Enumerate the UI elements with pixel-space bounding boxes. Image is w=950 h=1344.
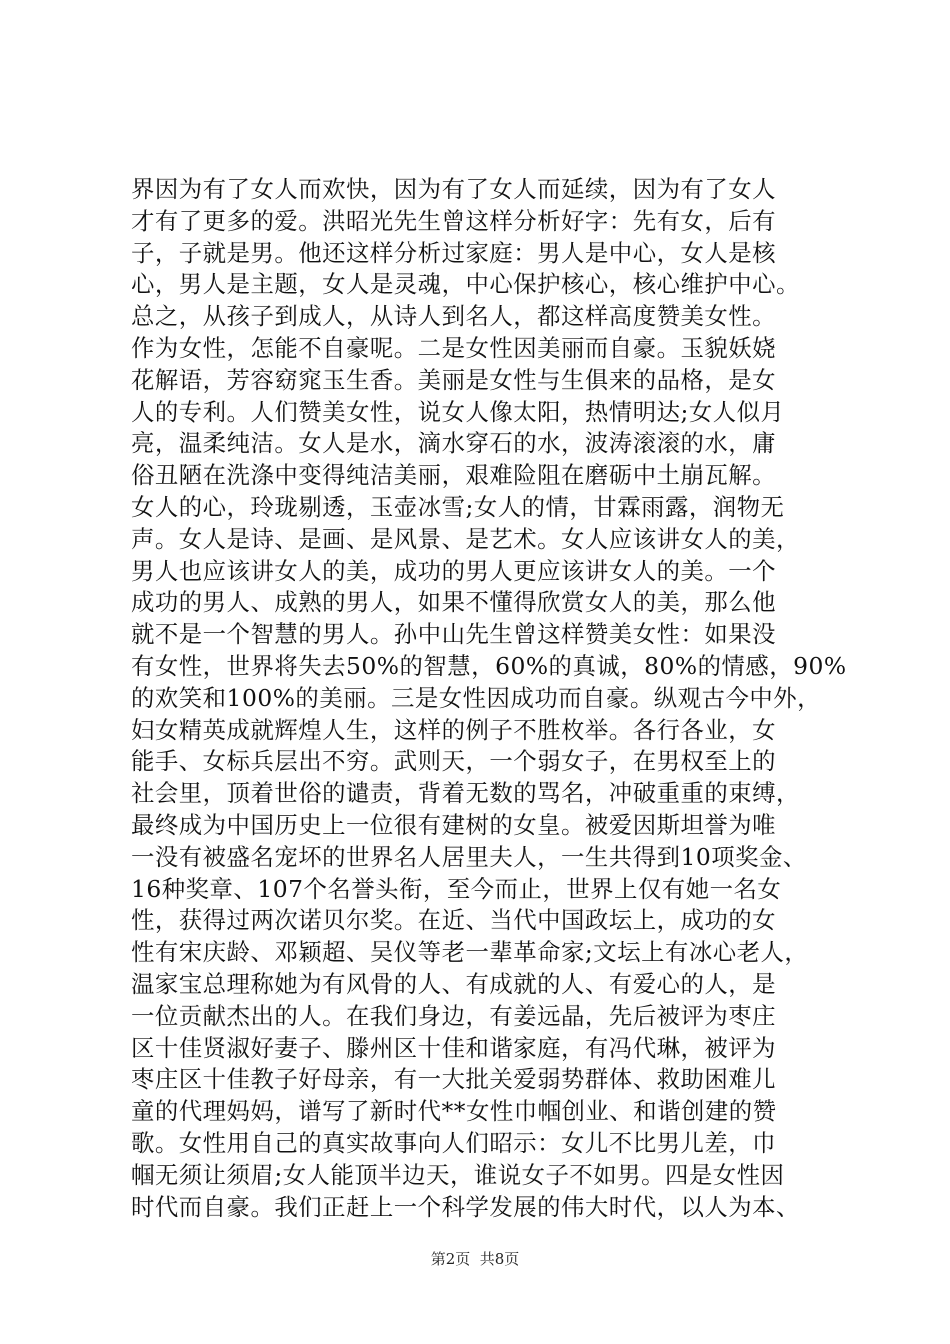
text-line: 社会里，顶着世俗的谴责，背着无数的骂名，冲破重重的束缚， [131,779,800,808]
text-line: 俗丑陋在洗涤中变得纯洁美丽，艰难险阻在磨砺中土崩瓦解。 [131,461,777,490]
text-line: 时代而自豪。我们正赶上一个科学发展的伟大时代，以人为本、 [131,1192,800,1221]
text-line: 歌。女性用自己的真实故事向人们昭示：女儿不比男儿差，巾 [131,1128,777,1157]
text-line: 亮，温柔纯洁。女人是水，滴水穿石的水，波涛滚滚的水，庸 [131,429,777,458]
text-line: 的欢笑和100%的美丽。三是女性因成功而自豪。纵观古今中外， [131,683,822,712]
text-line: 花解语，芳容窈窕玉生香。美丽是女性与生俱来的品格，是女 [131,365,777,394]
text-line: 温家宝总理称她为有风骨的人、有成就的人、有爱心的人，是 [131,969,777,998]
text-line: 16种奖章、107个名誉头衔，至今而止，世界上仅有她一名女 [131,874,782,903]
text-line: 就不是一个智慧的男人。孙中山先生曾这样赞美女性：如果没 [131,620,777,649]
text-line: 心，男人是主题，女人是灵魂，中心保护核心，核心维护中心。 [131,270,800,299]
text-line: 人的专利。人们赞美女性，说女人像太阳，热情明达;女人似月 [131,397,785,426]
text-line: 一没有被盛名宠坏的世界名人居里夫人，一生共得到10项奖金、 [131,842,807,871]
text-line: 女人的心，玲珑剔透，玉壶冰雪;女人的情，甘霖雨露，润物无 [131,492,785,521]
page-footer: 第2页 共8页 [430,1250,520,1268]
text-line: 有女性，世界将失去50%的智慧，60%的真诚，80%的情感，90% [131,651,847,680]
text-line: 作为女性，怎能不自豪呢。二是女性因美丽而自豪。玉貌妖娆 [131,333,777,362]
text-line: 总之，从孩子到成人，从诗人到名人，都这样高度赞美女性。 [131,302,777,331]
text-line: 男人也应该讲女人的美，成功的男人更应该讲女人的美。一个 [131,556,777,585]
text-line: 性，获得过两次诺贝尔奖。在近、当代中国政坛上，成功的女 [131,906,777,935]
text-line: 最终成为中国历史上一位很有建树的女皇。被爱因斯坦誉为唯 [131,810,777,839]
text-line: 界因为有了女人而欢快，因为有了女人而延续，因为有了女人 [131,175,777,203]
text-line: 妇女精英成就辉煌人生，这样的例子不胜枚举。各行各业，女 [131,715,777,744]
text-line: 声。女人是诗、是画、是风景、是艺术。女人应该讲女人的美， [131,524,800,553]
text-line: 才有了更多的爱。洪昭光先生曾这样分析好字：先有女，后有 [131,206,777,235]
text-line: 成功的男人、成熟的男人，如果不懂得欣赏女人的美，那么他 [131,588,777,617]
text-line: 帼无须让须眉;女人能顶半边天，谁说女子不如男。四是女性因 [131,1160,785,1189]
text-line: 性有宋庆龄、邓颖超、吴仪等老一辈革命家;文坛上有冰心老人， [131,938,809,967]
text-line: 枣庄区十佳教子好母亲，有一大批关爱弱势群体、救助困难儿 [131,1065,777,1094]
body-text [131,174,861,1223]
text-line: 能手、女标兵层出不穷。武则天，一个弱女子，在男权至上的 [131,747,777,776]
text-line: 区十佳贤淑好妻子、滕州区十佳和谐家庭，有冯代琳，被评为 [131,1033,777,1062]
text-line: 一位贡献杰出的人。在我们身边，有姜远晶，先后被评为枣庄 [131,1001,777,1030]
text-line: 童的代理妈妈，谱写了新时代**女性巾帼创业、和谐创建的赞 [131,1097,777,1126]
text-line: 子，子就是男。他还这样分析过家庭：男人是中心，女人是核 [131,238,777,267]
